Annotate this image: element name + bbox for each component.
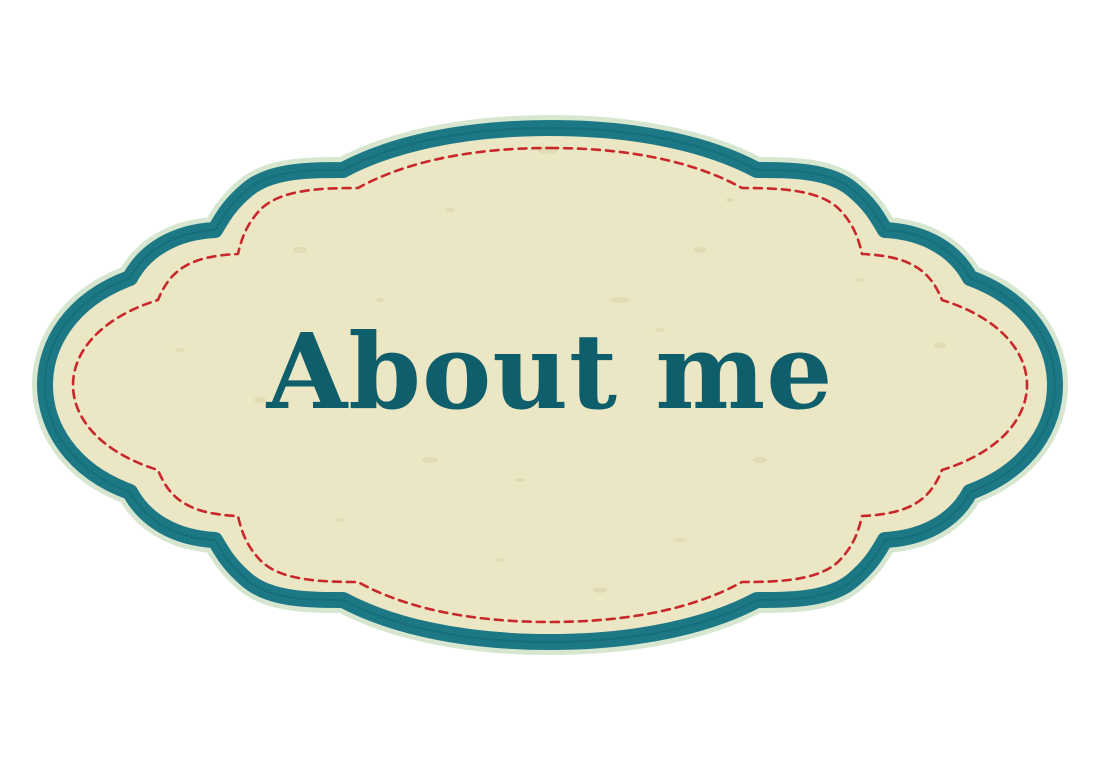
badge-title: About me xyxy=(266,310,834,433)
